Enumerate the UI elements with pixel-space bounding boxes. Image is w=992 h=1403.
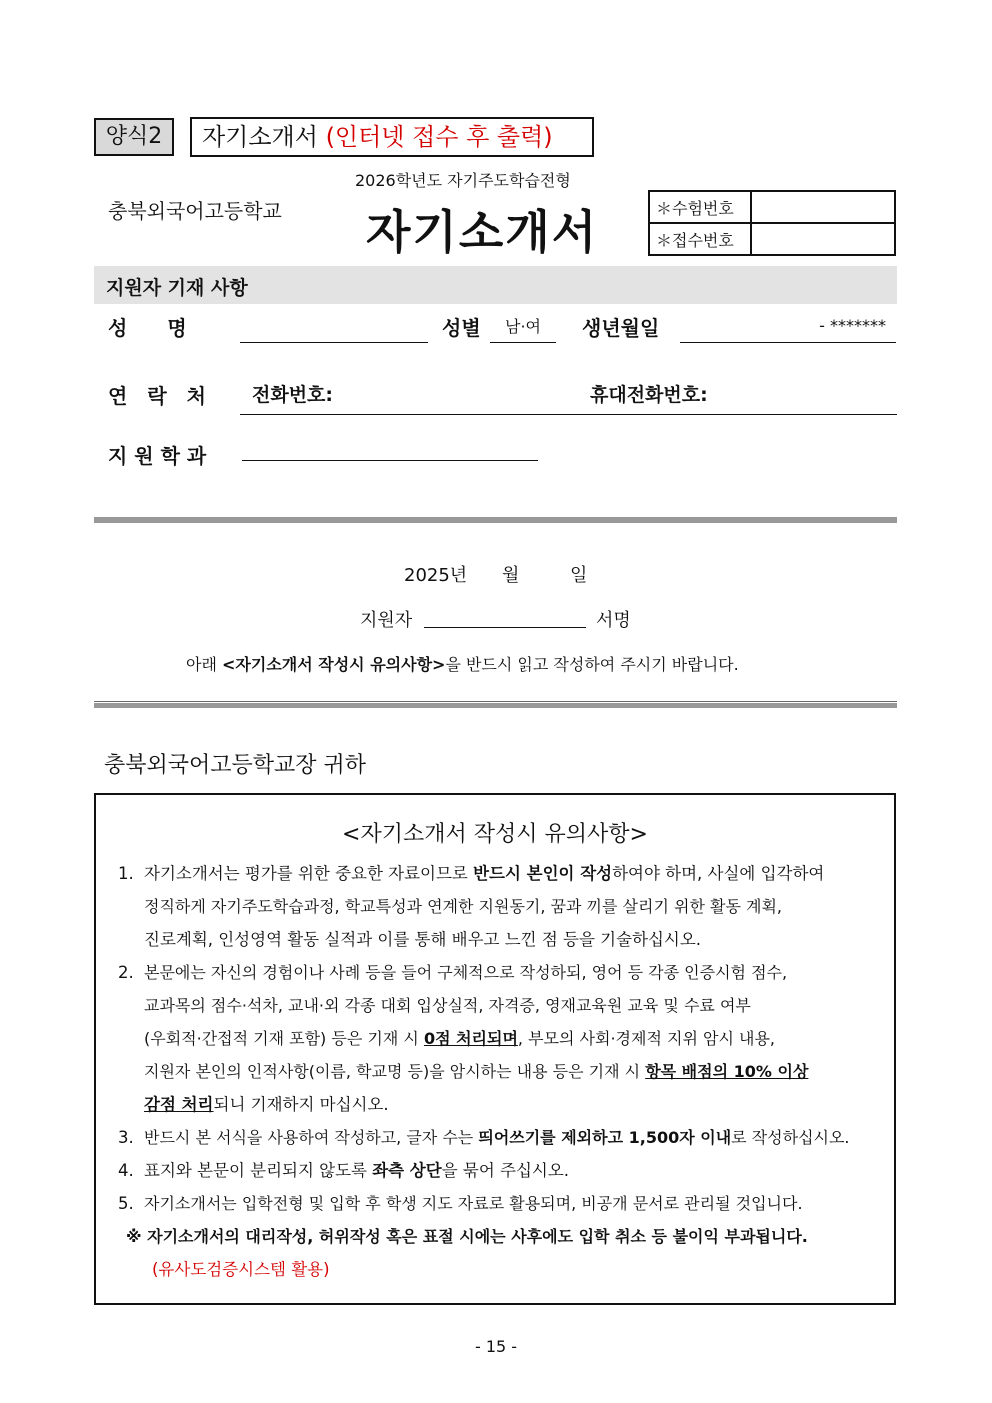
department-field[interactable] xyxy=(242,460,538,461)
exam-number-label: ＊수험번호 xyxy=(649,191,751,223)
notice-item-1-line-3: 진로계획, 인성영역 활동 실적과 이를 통해 배우고 느낀 점 등을 기술하십시오. xyxy=(144,930,702,949)
contact-field[interactable] xyxy=(240,414,897,415)
read-notice xyxy=(186,652,739,675)
notice-item-5-num: 5. xyxy=(118,1194,134,1213)
exam-number-field[interactable] xyxy=(751,191,895,223)
read-notice-bold: <자기소개서 작성시 유의사항> xyxy=(222,655,446,674)
form-title-note: (인터넷 접수 후 출력) xyxy=(325,123,553,151)
receipt-number-field[interactable] xyxy=(751,223,895,255)
signature-label: 서명 xyxy=(596,610,631,631)
notice-item-2-num: 2. xyxy=(118,963,134,982)
notice-title: <자기소개서 작성시 유의사항> xyxy=(342,822,648,847)
notice-box: <자기소개서 작성시 유의사항> 1. 자기소개서는 평가를 위한 중요한 자료이므로 반드시 본인이 작성하여야 하며, 사실에 입각하여 정직하게 자기주도학습과정, 학교특성과 연계한 지원동기, 꿈과 끼를 살리기 위한 활동 계획, 진로계획, 인성영역 활동 실적과 이를 통해 배우고 느낀 점 등을 기술하십시오. 2. 본문에는 자신의 경험이나 사례 등을 들어 구체적으로 작성하되, 영어 등 각종 인증시험 점수, 교과목의 점수·석차, 교내·외 각종 대회 입상실적, 자격증, 영재교육원 교육 및 수료 여부 (우회적·간접적 기재 포함) 등은 기재 시 0점 처리되며, 부모의 사회·경제적 지위 암시 내용, 지원자 본인의 인적사항(이름, 학교명 등)을 암시하는 내용 등은 기재 시 항목 배점의 10% 이상 감점 처리되니 기재하지 마십시오. 3. 반드시 본 서식을 사용하여 작성하고, 글자 수는 띄어쓰기를 제외하고 1,500자 이내로 작성하십시오. 4. 표지와 본문이 분리되지 않도록 좌측 상단을 묶어 주십시오. 5. 자기소개서는 입학전형 및 입학 후 학생 지도 자료로 활용되며, 비공개 문서로 관리될 것입니다. ※ 자기소개서의 대리작성, 허위작성 혹은 표절 시에는 사후에도 입학 취소 등 불이익 부과됩니다. (유사도검증시스템 활용) xyxy=(94,793,896,1305)
page-number: - 15 - xyxy=(474,1337,518,1356)
name-label: 성 명 xyxy=(108,316,187,340)
notice-item-2-line-1: 본문에는 자신의 경험이나 사례 등을 들어 구체적으로 작성하되, 영어 등 각종 인증시험 점수, xyxy=(144,963,788,982)
section-divider-thin xyxy=(94,701,897,702)
notice-item-1-line-1: 자기소개서는 평가를 위한 중요한 자료이므로 반드시 본인이 작성하여야 하며, 사실에 입각하여 xyxy=(144,864,825,883)
form-title-box xyxy=(190,117,594,157)
addressee: 충북외국어고등학교장 귀하 xyxy=(104,753,367,778)
read-notice-pre: 아래 xyxy=(186,655,222,674)
gender-options[interactable]: 남·여 xyxy=(505,317,541,336)
section-divider-bottom xyxy=(94,703,897,708)
id-box xyxy=(648,190,896,256)
page-title: 자기소개서 xyxy=(366,205,599,259)
notice-item-1-num: 1. xyxy=(118,864,134,883)
notice-item-4-num: 4. xyxy=(118,1161,134,1180)
form-title: 자기소개서 xyxy=(202,123,318,151)
form-number-badge: 양식2 xyxy=(94,118,174,156)
date-day: 일 xyxy=(570,565,588,586)
applicant-section-title: 지원자 기재 사항 xyxy=(106,277,248,299)
notice-item-2-line-2: 교과목의 점수·석차, 교내·외 각종 대회 입상실적, 자격증, 영재교육원 교육 및 수료 여부 xyxy=(144,996,751,1015)
birth-label: 생년월일 xyxy=(582,316,660,340)
read-notice-post: 을 반드시 읽고 작성하여 주시기 바랍니다. xyxy=(445,655,739,674)
notice-item-2-line-5: 감점 처리되니 기재하지 마십시오. xyxy=(144,1095,389,1114)
notice-warning-note: (유사도검증시스템 활용) xyxy=(152,1260,330,1279)
notice-warning: ※ 자기소개서의 대리작성, 허위작성 혹은 표절 시에는 사후에도 입학 취소 등 불이익 부과됩니다. xyxy=(126,1227,808,1246)
birth-value: - ******* xyxy=(819,316,886,335)
school-name: 충북외국어고등학교 xyxy=(108,199,282,223)
birth-field[interactable] xyxy=(680,342,896,343)
receipt-number-label: ＊접수번호 xyxy=(649,223,751,255)
contact-label: 연 락 처 xyxy=(108,384,206,408)
date-month: 월 xyxy=(502,565,520,586)
notice-item-1-line-2: 정직하게 자기주도학습과정, 학교특성과 연계한 지원동기, 꿈과 끼를 살리기 위한 활동 계획, xyxy=(144,897,782,916)
phone-label: 전화번호: xyxy=(252,384,334,406)
mobile-label: 휴대전화번호: xyxy=(590,384,708,406)
notice-item-2-line-3: (우회적·간접적 기재 포함) 등은 기재 시 0점 처리되며, 부모의 사회·경제적 지위 암시 내용, xyxy=(144,1029,775,1048)
date-year: 2025년 xyxy=(404,565,468,586)
applicant-section-bar xyxy=(94,266,897,304)
notice-item-2-line-4: 지원자 본인의 인적사항(이름, 학교명 등)을 암시하는 내용 등은 기재 시 항목 배점의 10% 이상 xyxy=(144,1062,809,1081)
section-divider-top xyxy=(94,517,897,523)
department-label: 지 원 학 과 xyxy=(108,444,207,468)
name-field[interactable] xyxy=(240,342,428,343)
gender-field xyxy=(490,342,556,343)
signer-label: 지원자 xyxy=(360,610,413,631)
admission-subtitle: 2026학년도 자기주도학습전형 xyxy=(355,171,571,190)
notice-item-5-text: 자기소개서는 입학전형 및 입학 후 학생 지도 자료로 활용되며, 비공개 문서로 관리될 것입니다. xyxy=(144,1194,803,1213)
notice-item-3-num: 3. xyxy=(118,1128,134,1147)
signer-field[interactable] xyxy=(424,627,586,628)
gender-label: 성별 xyxy=(442,316,481,340)
